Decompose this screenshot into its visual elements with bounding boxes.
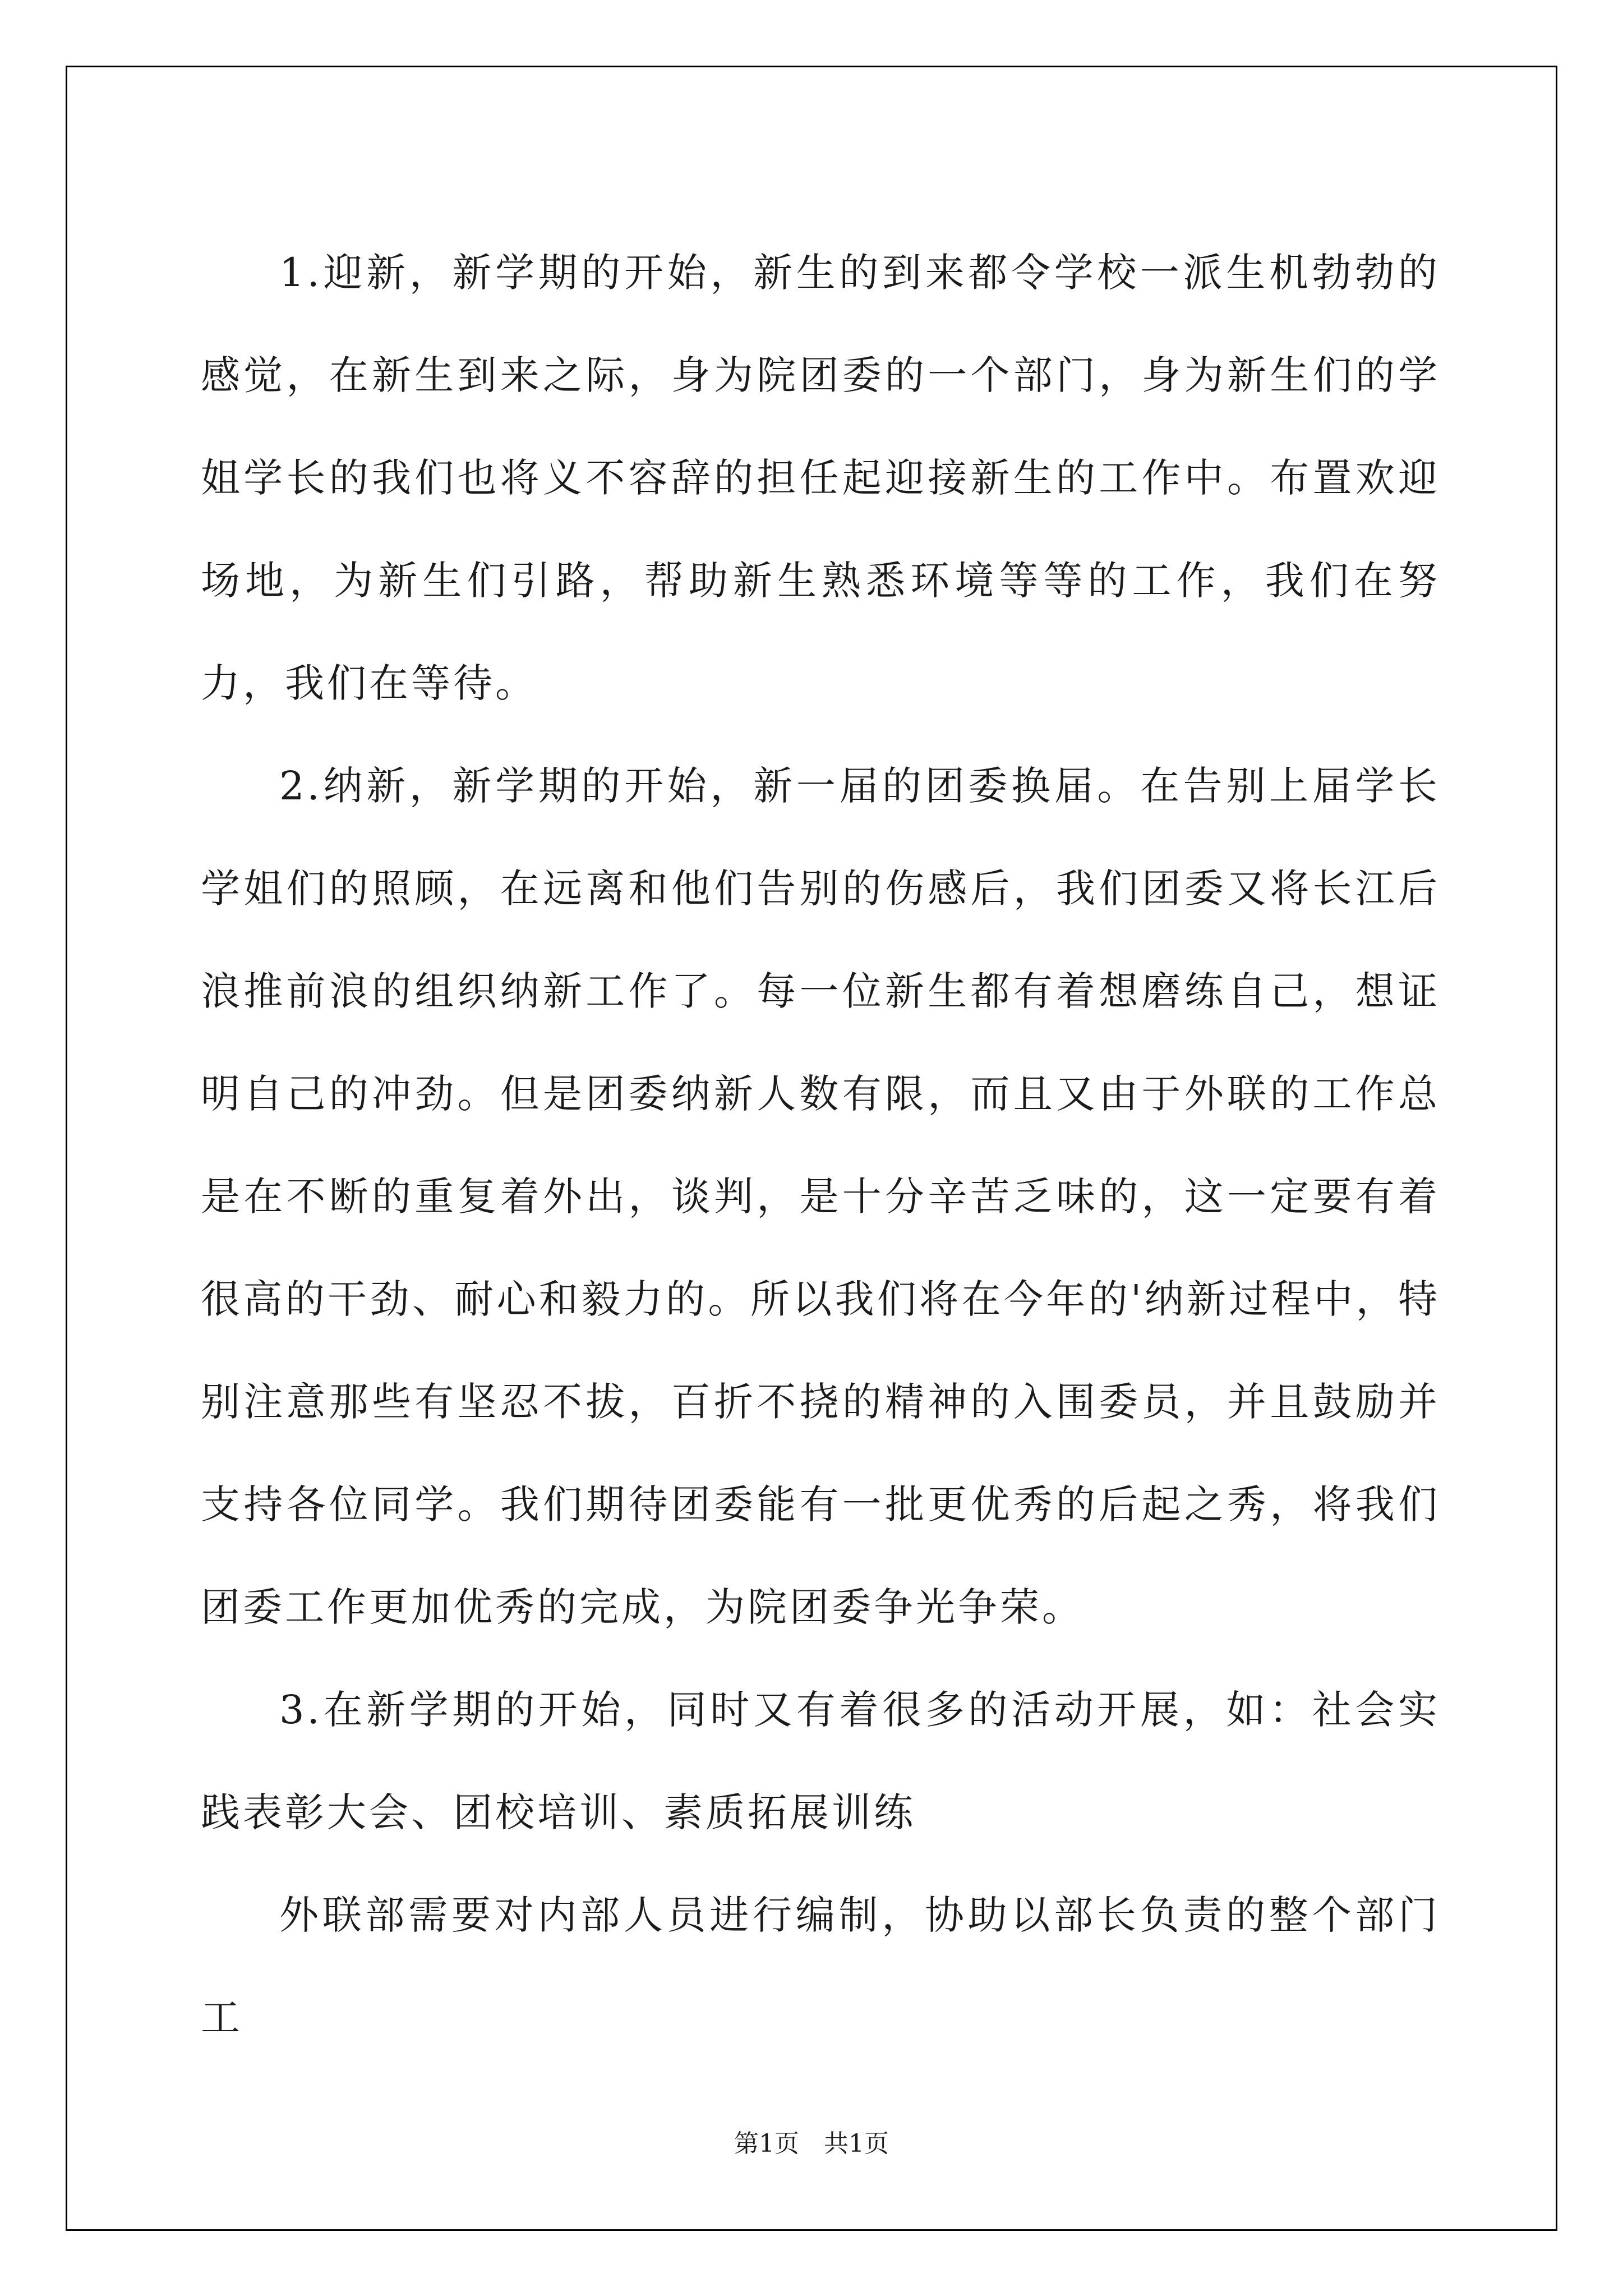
paragraph-2: 2.纳新，新学期的开始，新一届的团委换届。在告别上届学长学姐们的照顾，在远离和他们告别的伤感后，我们团委又将长江后浪推前浪的组织纳新工作了。每一位新生都有着想磨练自己，想证明自己的冲劲。但是团委纳新人数有限，而且又由于外联的工作总是在不断的重复着外出，谈判，是十分辛苦乏味的，这一定要有着很高的干劲、耐心和毅力的。所以我们将在今年的'纳新过程中，特别注意那些有坚忍不拔，百折不挠的精神的入围委员，并且鼓励并支持各位同学。我们期待团委能有一批更优秀的后起之秀，将我们团委工作更加优秀的完成，为院团委争光争荣。 [201,763,1440,1630]
page-number-footer: 第1页 共1页 [734,2129,889,2158]
document-body [201,222,1440,2069]
paragraph-4: 外联部需要对内部人员进行编制，协助以部长负责的整个部门工 [201,1892,1440,2041]
paragraph-3: 3.在新学期的开始，同时又有着很多的活动开展，如：社会实践表彰大会、团校培训、素质拓展训练 [201,1687,1440,1835]
paragraph-1: 1.迎新，新学期的开始，新生的到来都令学校一派生机勃勃的感觉，在新生到来之际，身为院团委的一个部门，身为新生们的学姐学长的我们也将义不容辞的担任起迎接新生的工作中。布置欢迎场地，为新生们引路，帮助新生熟悉环境等等的工作，我们在努力，我们在等待。 [201,250,1440,706]
